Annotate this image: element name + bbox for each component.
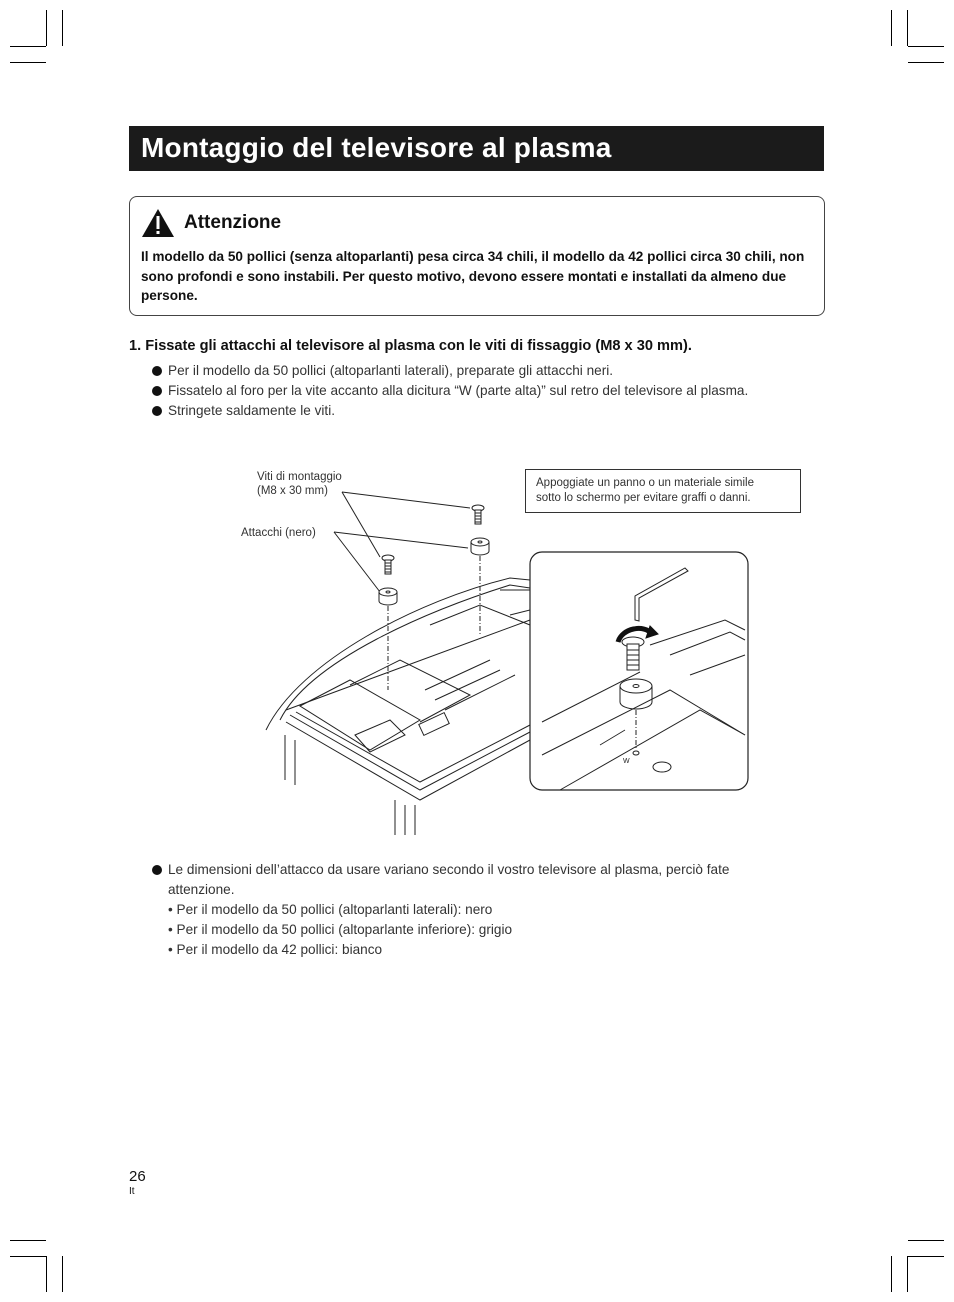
crop-mark bbox=[907, 10, 908, 46]
warning-icon bbox=[141, 208, 175, 238]
label-screws: Viti di montaggio (M8 x 30 mm) bbox=[257, 471, 342, 497]
crop-mark bbox=[46, 10, 47, 46]
screw-icon bbox=[472, 505, 484, 524]
caution-title: Attenzione bbox=[184, 212, 282, 233]
sub-list-item: • Per il modello da 50 pollici (altoparlante inferiore): grigio bbox=[168, 922, 513, 937]
mount-icon bbox=[471, 538, 489, 555]
crop-mark bbox=[891, 1256, 892, 1292]
caution-box bbox=[129, 196, 825, 316]
note-box: Appoggiate un panno o un materiale simile sotto lo schermo per evitare graffi o danni. bbox=[525, 469, 801, 513]
page-number: 26 bbox=[129, 1168, 146, 1185]
page-title: Montaggio del televisore al plasma bbox=[141, 132, 612, 163]
crop-mark bbox=[46, 1256, 47, 1292]
screw-icon bbox=[382, 555, 394, 574]
step-heading: 1. Fissate gli attacchi al televisore al plasma con le viti di fissaggio (M8 x 30 mm). bbox=[129, 338, 692, 354]
crop-mark bbox=[10, 46, 46, 47]
crop-mark bbox=[908, 46, 944, 47]
list-item: Stringete saldamente le viti. bbox=[150, 401, 748, 421]
crop-mark bbox=[10, 62, 46, 63]
crop-mark bbox=[908, 62, 944, 63]
sub-list bbox=[168, 900, 810, 960]
language-code: It bbox=[129, 1186, 135, 1197]
crop-mark bbox=[10, 1256, 46, 1257]
step-bullets bbox=[150, 361, 748, 421]
list-item: Fissatelo al foro per la vite accanto alla dicitura “W (parte alta)” sul retro del televisore al plasma. bbox=[150, 381, 748, 401]
crop-mark bbox=[907, 1256, 908, 1292]
crop-mark bbox=[62, 10, 63, 46]
label-mounts: Attacchi (nero) bbox=[241, 527, 316, 539]
crop-mark bbox=[10, 1240, 46, 1241]
notes-list bbox=[150, 860, 810, 960]
list-item: Le dimensioni dell’attacco da usare variano secondo il vostro televisore al plasma, perciò fate attenzione. • Per il modello da 50 pollici (altoparlanti laterali): nero • Per il modello da 50 pollici (altoparlante inferiore): grigio • Per il modello da 42 pollici: bianco bbox=[150, 860, 810, 960]
svg-text:W: W bbox=[623, 758, 630, 765]
mount-icon bbox=[379, 588, 397, 605]
caution-text: Il modello da 50 pollici (senza altoparlanti) pesa circa 34 chili, il modello da 42 pollici circa 30 chili, non sono profondi e sono instabili. Per questo motivo, devono essere montati e installati da almeno due persone. bbox=[141, 249, 805, 303]
crop-mark bbox=[908, 1256, 944, 1257]
list-item: Per il modello da 50 pollici (altoparlanti laterali), preparate gli attacchi neri. bbox=[150, 361, 748, 381]
section-title-bar bbox=[129, 126, 824, 171]
sub-list-item: • Per il modello da 50 pollici (altoparlanti laterali): nero bbox=[168, 902, 493, 917]
crop-mark bbox=[891, 10, 892, 46]
crop-mark bbox=[908, 1240, 944, 1241]
mounting-illustration bbox=[230, 460, 810, 840]
sub-list-item: • Per il modello da 42 pollici: bianco bbox=[168, 942, 383, 957]
crop-mark bbox=[62, 1256, 63, 1292]
